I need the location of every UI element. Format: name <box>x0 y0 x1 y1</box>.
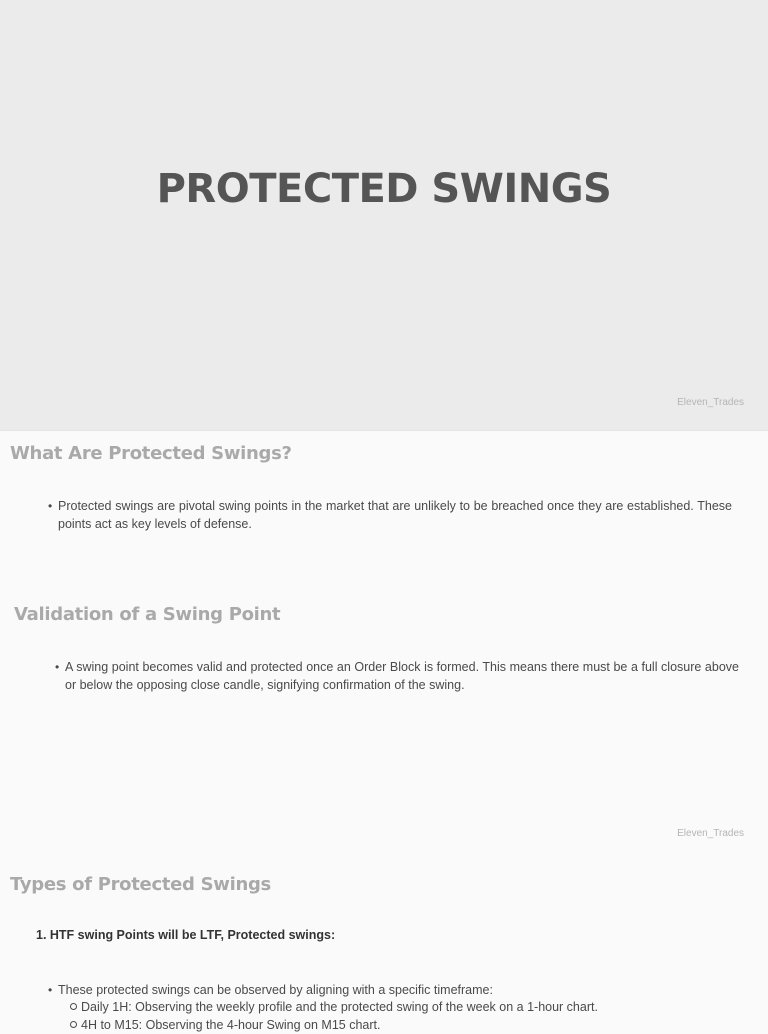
sub-list-item <box>70 1016 380 1034</box>
bullet-item <box>48 981 732 999</box>
hollow-bullet-icon <box>70 1021 77 1028</box>
bullet-text: These protected swings can be observed by aligning with a specific timeframe: <box>58 983 493 997</box>
sub-list-item <box>70 998 598 1016</box>
bullet-text: Protected swings are pivotal swing points in the market that are unlikely to be breached once they are established. These points act as key levels of defense. <box>58 499 732 531</box>
hollow-bullet-icon <box>70 1003 77 1010</box>
section-divider <box>0 430 768 431</box>
cover-watermark: Eleven_Trades <box>677 397 744 408</box>
numbered-item: 1. HTF swing Points will be LTF, Protected swings: <box>36 928 336 942</box>
bullet-dot-icon: • <box>55 660 60 674</box>
bullet-dot-icon: • <box>48 983 53 997</box>
section-heading-types: Types of Protected Swings <box>10 874 271 895</box>
bullet-item <box>55 658 739 694</box>
bullet-text: A swing point becomes valid and protected once an Order Block is formed. This means there must be a full closure above or below the opposing close candle, signifying confirmation of the swing. <box>65 660 739 692</box>
bullet-dot-icon: • <box>48 499 53 513</box>
section-heading-validation: Validation of a Swing Point <box>14 604 281 625</box>
sub-list-text: 4H to M15: Observing the 4-hour Swing on M15 chart. <box>81 1018 381 1032</box>
page-watermark: Eleven_Trades <box>677 828 744 839</box>
bullet-item <box>48 497 732 533</box>
sub-list-text: Daily 1H: Observing the weekly profile and the protected swing of the week on a 1-hour chart. <box>81 1000 598 1014</box>
cover-section <box>0 0 768 430</box>
cover-title: PROTECTED SWINGS <box>156 166 612 212</box>
section-heading-what-are-protected-swings: What Are Protected Swings? <box>10 443 292 464</box>
